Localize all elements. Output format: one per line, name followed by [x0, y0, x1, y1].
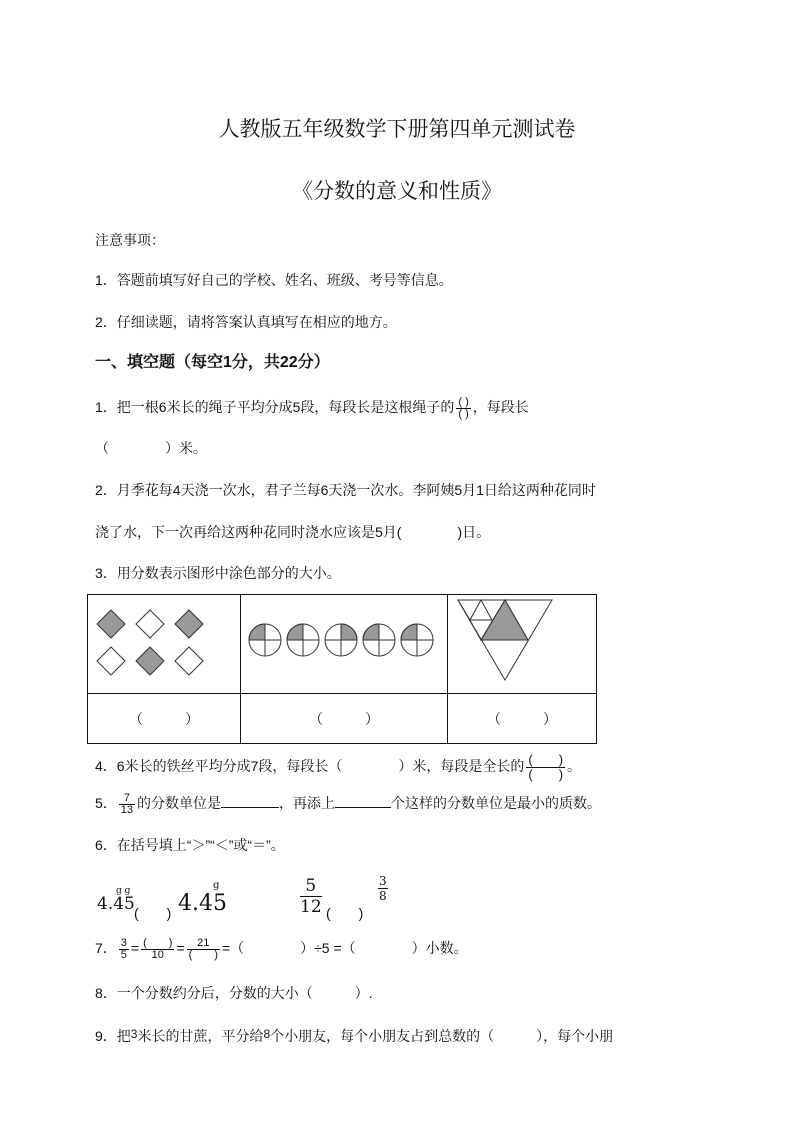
question-3-figure-table — [87, 594, 597, 744]
page-subtitle: 《分数的意义和性质》 — [292, 179, 502, 203]
question-5-fraction: $\frac{7}{13}$ — [120, 792, 134, 816]
question-6-a-right: 4.45 g — [178, 880, 227, 916]
question-7-fraction-2-blank[interactable]: $\frac{( )}{10}$ — [143, 937, 173, 961]
note-item-1: 1．答题前填写好自己的学校、姓名、班级、考号等信息。 — [95, 272, 453, 288]
question-6-fraction-b: 5 12 — [300, 876, 322, 917]
question-5-after: 个这样的分数单位是最小的质数。 — [391, 795, 602, 812]
question-7-fraction-3-blank[interactable]: $\frac{21}{( )}$ — [188, 937, 218, 961]
question-7 — [95, 938, 468, 961]
question-5-mid: 的分数单位是 — [137, 795, 222, 812]
question-9-pre: 9．把 — [95, 1028, 131, 1044]
quartered-circles-figure — [241, 595, 447, 688]
equals-sign-2: = — [176, 940, 185, 957]
question-6-text: 6．在括号填上“＞”“＜”或“＝”。 — [95, 837, 285, 853]
question-6-compare-blank-2[interactable]: ( ) — [326, 905, 364, 921]
equals-sign-1: = — [130, 940, 140, 957]
question-6-a-left: 4.45 g g — [97, 886, 135, 914]
nested-triangles-figure — [448, 595, 596, 688]
question-1-after: ，每段长 — [472, 399, 529, 416]
notes-heading: 注意事项： — [95, 232, 165, 248]
question-9-after[interactable]: 个小朋友，每个小朋友占到总数的（ ），每个小朋 — [270, 1028, 614, 1044]
question-9 — [95, 1025, 613, 1045]
question-9-number-2: 8 — [263, 1027, 271, 1041]
question-2-line1: 2．月季花每4天浇一次水，君子兰每6天浇一次水。李阿姨5月1日给这两种花同时 — [95, 482, 596, 498]
question-7-prefix: 7． — [95, 940, 117, 957]
question-1 — [95, 397, 529, 420]
figure-triangles — [448, 595, 597, 694]
question-4-text: 4．6米长的铁丝平均分成7段，每段长（ ）米，每段是全长的 — [95, 758, 525, 775]
note-item-2: 2．仔细读题，请将答案认真填写在相应的地方。 — [95, 314, 397, 330]
question-4-after: 。 — [567, 758, 582, 775]
question-1-line2[interactable]: （ ）米。 — [95, 440, 207, 456]
question-6-compare-blank-1[interactable]: ( ) — [134, 905, 172, 921]
question-4-fraction-blank[interactable]: $\frac{( )}{( )}$ — [528, 752, 564, 782]
question-9-mid: 米长的甘蔗，平分给 — [137, 1028, 264, 1044]
page-title: 人教版五年级数学下册第四单元测试卷 — [218, 117, 576, 141]
question-3-text: 3．用分数表示图形中涂色部分的大小。 — [95, 565, 341, 581]
question-5 — [95, 793, 601, 816]
question-7-rest[interactable]: =（ ）÷5 =（ ）小数。 — [221, 940, 468, 957]
question-5-mid2: ，再添上 — [279, 795, 336, 812]
answer-blank-circles[interactable]: （ ） — [241, 694, 448, 744]
section-heading-fill-blank: 一、填空题（每空1分，共22分） — [95, 354, 330, 371]
question-9-number-1: 3 — [130, 1027, 138, 1041]
question-5-blank-2[interactable] — [335, 793, 391, 808]
question-5-prefix: 5． — [95, 795, 117, 812]
question-1-text: 1．把一根6米长的绳子平均分成5段，每段长是这根绳子的 — [95, 399, 455, 416]
question-1-fraction-blank[interactable]: $\frac{( )}{( )}$ — [458, 396, 469, 420]
answer-blank-triangles[interactable]: （ ） — [448, 694, 597, 744]
question-4 — [95, 753, 581, 782]
question-2-line2[interactable]: 浇了水，下一次再给这两种花同时浇水应该是5月( )日。 — [95, 524, 491, 540]
diamond-shapes-figure — [88, 595, 240, 688]
question-6-fraction-c: 3 8 — [379, 874, 387, 903]
figure-circles — [241, 595, 448, 694]
question-7-fraction-1: $\frac{3}{5}$ — [120, 937, 127, 961]
figure-diamonds — [88, 595, 241, 694]
answer-blank-diamonds[interactable]: （ ） — [88, 694, 241, 744]
question-5-blank-1[interactable] — [221, 793, 279, 808]
question-8-text[interactable]: 8．一个分数约分后，分数的大小（ ）. — [95, 985, 373, 1001]
